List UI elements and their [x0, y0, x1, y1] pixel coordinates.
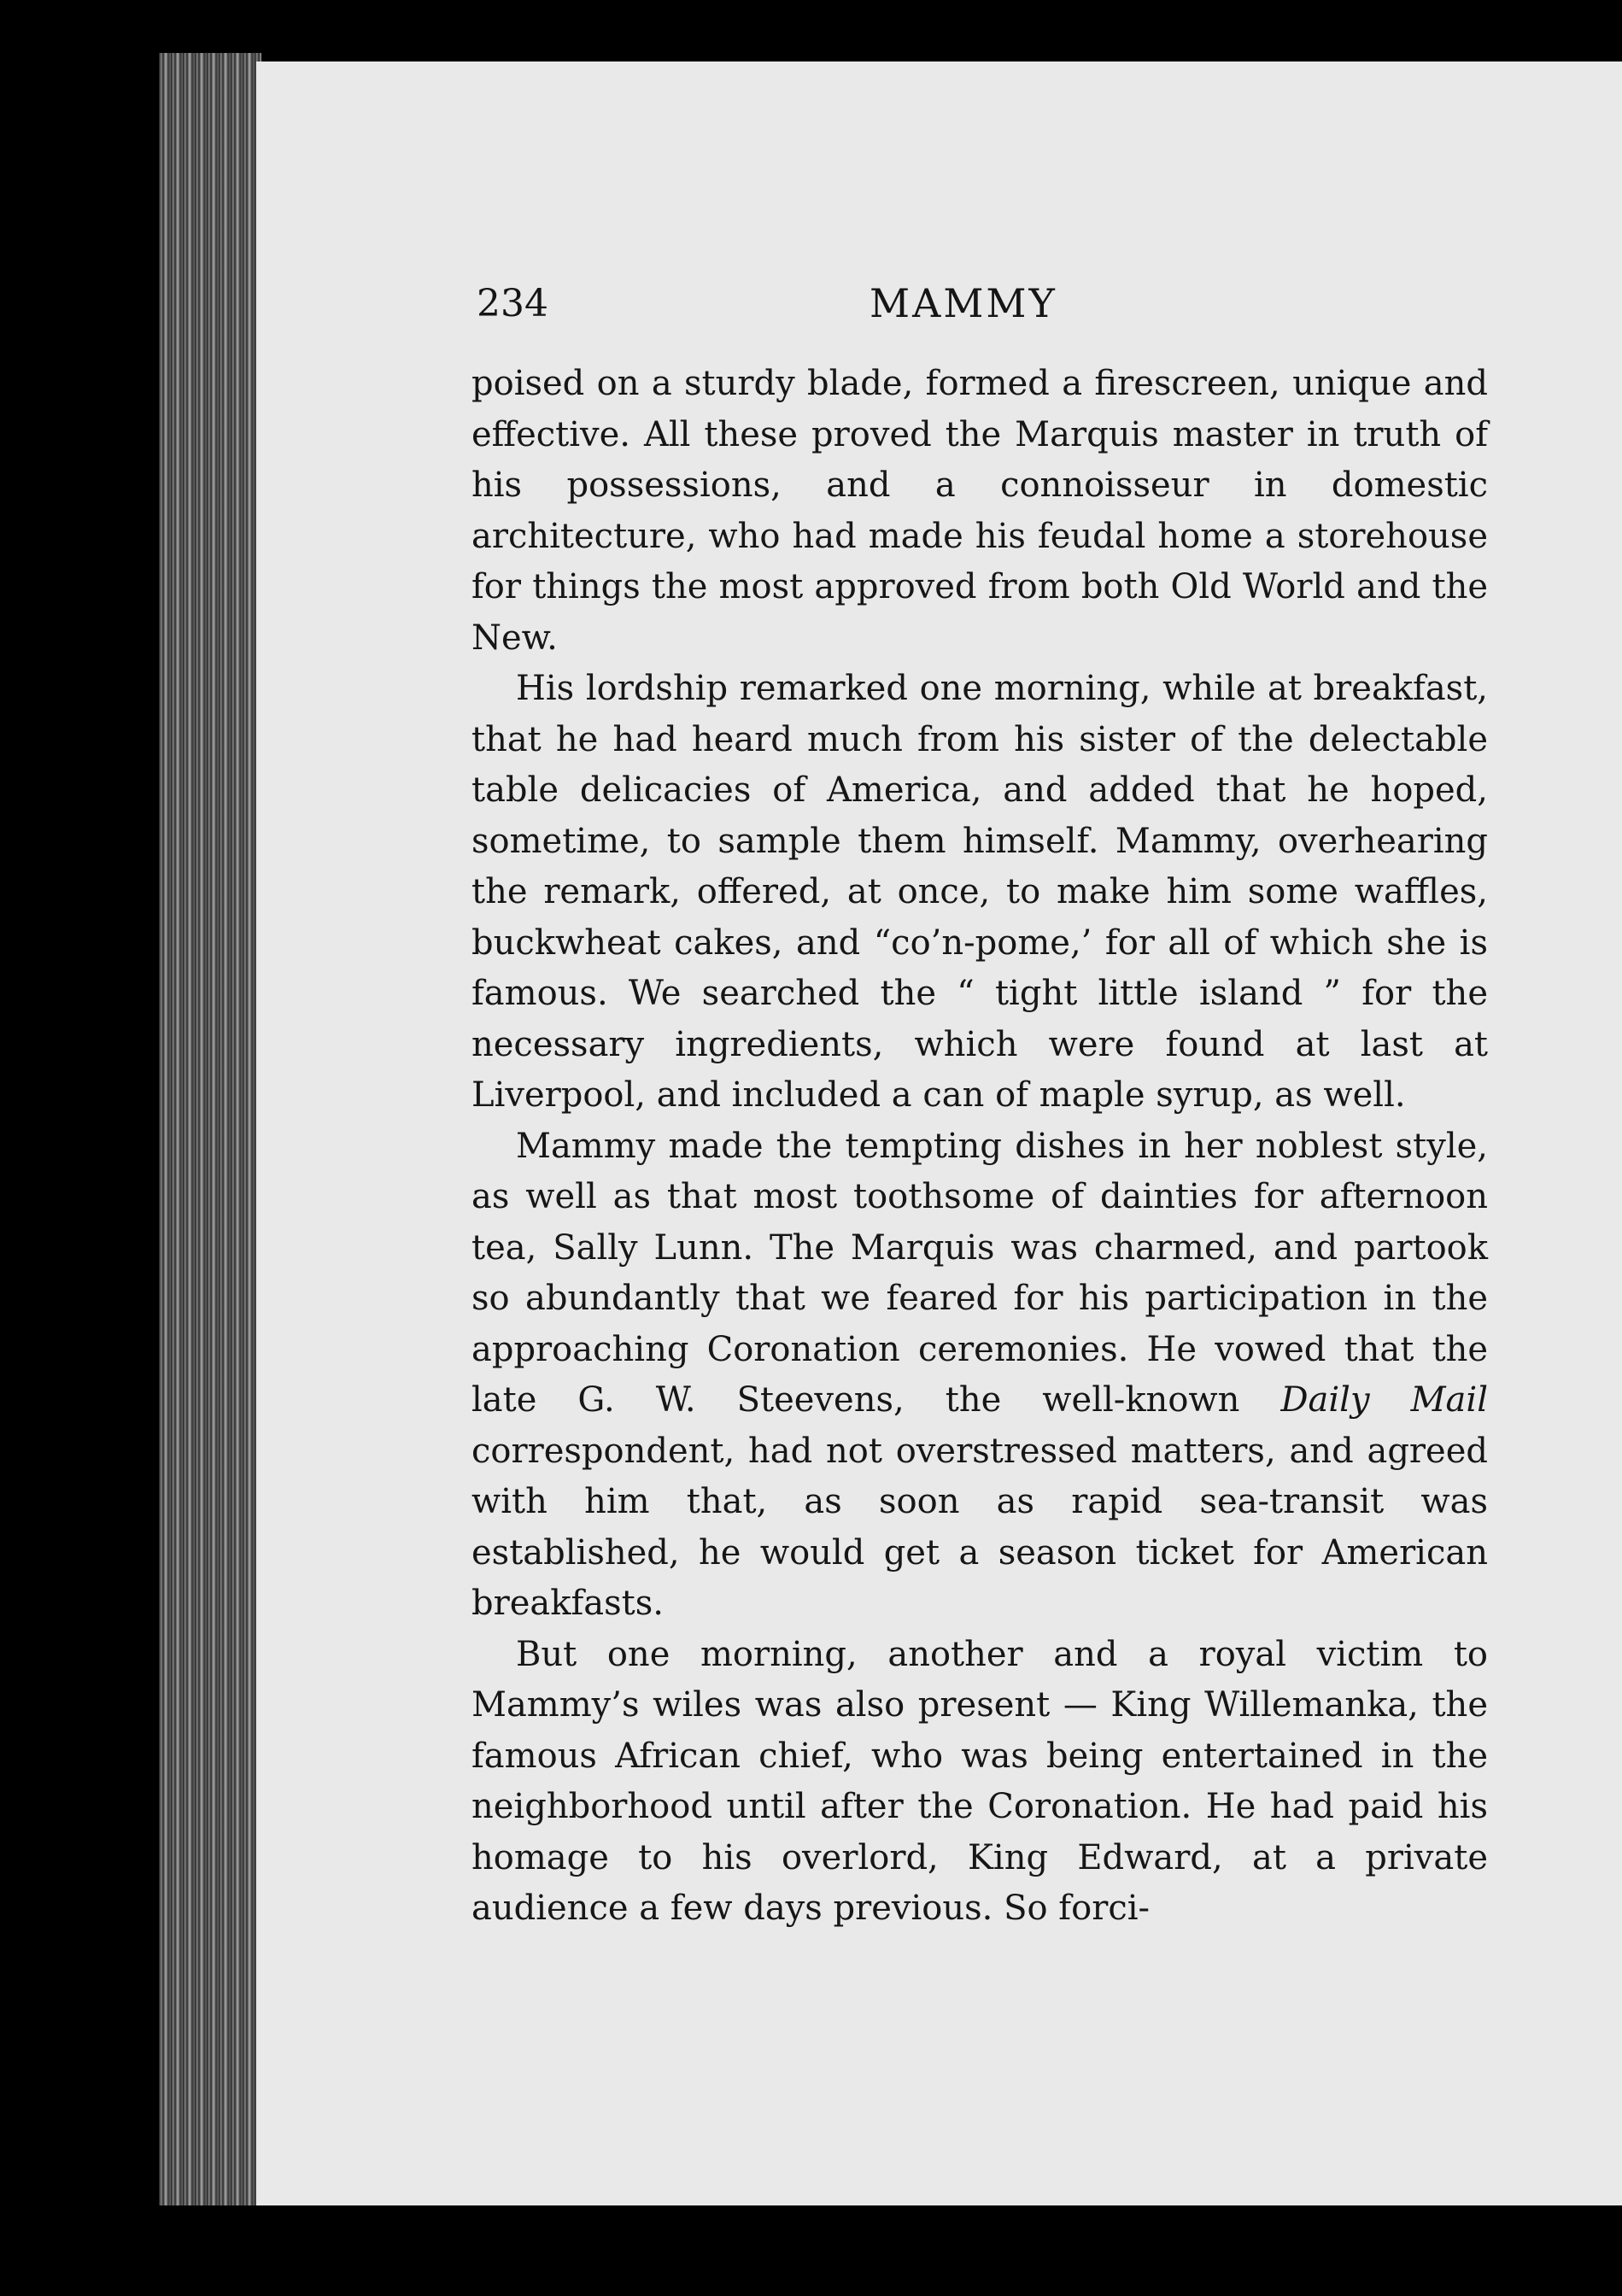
paragraph-3-text-start: Mammy made the tempting dishes in her noblest style, as well as that most toothsome of dainties for afternoon tea, Sally Lunn. The Marquis was charmed, and partook so abundantly that we feared for his participation in the approaching Coronation ceremonies. He vowed that the late G. W. Steevens, the well-known — [471, 1126, 1488, 1420]
page-title: MAMMY — [870, 280, 1057, 326]
paragraph-1: poised on a sturdy blade, formed a firescreen, unique and effective. All these proved the Marquis master in truth of his possessions, and a connoisseur in domestic architecture, who had made his feudal home a storehouse for things the most approved from both Old World and the New. — [471, 364, 1488, 658]
running-head — [477, 273, 1126, 342]
paragraph-3 — [471, 1122, 1488, 1630]
body-text — [471, 359, 1488, 1935]
book-page-edges — [159, 53, 261, 2205]
page-number: 234 — [477, 282, 548, 325]
newspaper-title: Daily Mail — [1280, 1380, 1488, 1420]
paragraph-2: His lordship remarked one morning, while at breakfast, that he had heard much from his sister of the delectable table delicacies of America, and added that he hoped, sometime, to sample them himself. Mammy, overhearing the remark, offered, at once, to make him some waffles, buckwheat cakes, and “co’n-pome,’ for all of which she is famous. We searched the “ tight little island ” for the necessary ingredients, which were found at last at Liverpool, and included a can of maple syrup, as well. — [471, 669, 1488, 1115]
paragraph-4: But one morning, another and a royal victim to Mammy’s wiles was also present — King Willemanka, the famous African chief, who was being entertained in the neighborhood until after the Coronation. He had paid his homage to his overlord, King Edward, at a private audience a few days previous. So forci- — [471, 1634, 1488, 1928]
paragraph-3-text-end: correspondent, had not overstressed matters, and agreed with him that, as soon as rapid sea-transit was established, he would get a season ticket for American breakfasts. — [471, 1431, 1488, 1623]
